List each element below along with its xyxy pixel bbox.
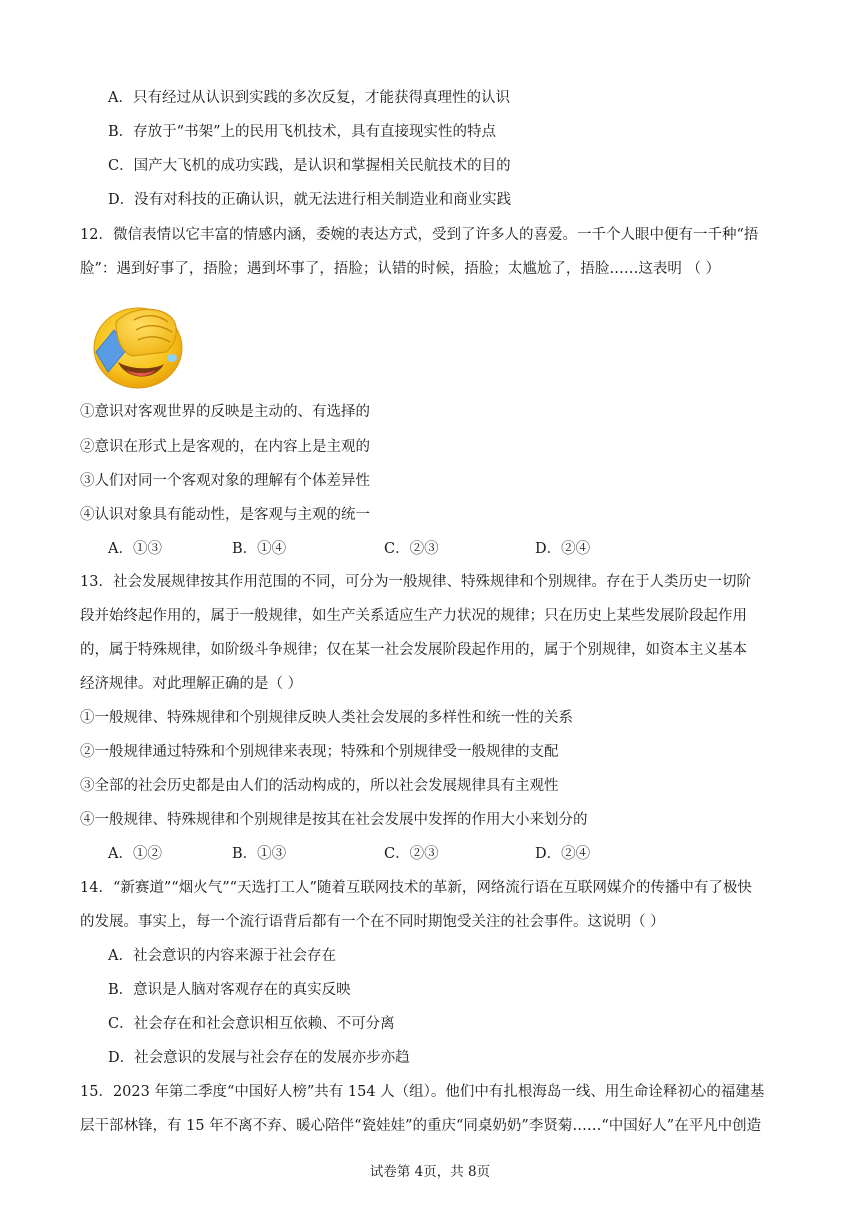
q13-stem-line-2: 段并始终起作用的，属于一般规律，如生产关系适应生产力状况的规律；只在历史上某些发展阶段起作用 — [80, 608, 747, 624]
q12-statement-2: ②意识在形式上是客观的，在内容上是主观的 — [80, 439, 370, 455]
q12-stem-line-2: 脸”：遇到好事了，捂脸；遇到坏事了，捂脸；认错的时候，捂脸；太尴尬了，捂脸……这表明 （ ） — [80, 261, 721, 277]
q12-stem-line-1: 12．微信表情以它丰富的情感内涵，委婉的表达方式，受到了许多人的喜爱。一千个人眼中便有一千种“捂 — [80, 227, 759, 243]
q14-stem-line-2: 的发展。事实上，每一个流行语背后都有一个在不同时期饱受关注的社会事件。这说明（ ） — [80, 914, 665, 930]
q13-statement-2: ②一般规律通过特殊和个别规律来表现；特殊和个别规律受一般规律的支配 — [80, 744, 559, 760]
q14-stem-line-1: 14．“新赛道”“烟火气”“天选打工人”随着互联网技术的革新，网络流行语在互联网媒介的传播中有了极快 — [80, 880, 752, 896]
q11-option-b: B．存放于“书架”上的民用飞机技术，具有直接现实性的特点 — [108, 124, 496, 140]
q13-choice-b: B．①③ — [232, 846, 287, 862]
q14-option-d: D．社会意识的发展与社会存在的发展亦步亦趋 — [108, 1050, 410, 1066]
q12-choice-d: D．②④ — [535, 541, 591, 557]
q12-statement-1: ①意识对客观世界的反映是主动的、有选择的 — [80, 404, 370, 420]
q13-statement-4: ④一般规律、特殊规律和个别规律是按其在社会发展中发挥的作用大小来划分的 — [80, 812, 588, 828]
q13-choice-c: C．②③ — [384, 846, 439, 862]
q12-choice-b: B．①④ — [232, 541, 287, 557]
q11-option-c: C．国产大飞机的成功实践，是认识和掌握相关民航技术的目的 — [108, 158, 511, 174]
q12-choice-a: A．①③ — [108, 541, 162, 557]
q13-statement-3: ③全部的社会历史都是由人们的活动构成的，所以社会发展规律具有主观性 — [80, 778, 559, 794]
q12-statement-3: ③人们对同一个客观对象的理解有个体差异性 — [80, 473, 370, 489]
q13-statement-1: ①一般规律、特殊规律和个别规律反映人类社会发展的多样性和统一性的关系 — [80, 710, 573, 726]
page-footer: 试卷第 4页，共 8页 — [369, 1164, 491, 1180]
q14-option-c: C．社会存在和社会意识相互依赖、不可分离 — [108, 1016, 395, 1032]
q13-choice-d: D．②④ — [535, 846, 591, 862]
q15-stem-line-1: 15．2023 年第二季度“中国好人榜”共有 154 人（组）。他们中有扎根海岛一线、用生命诠释初心的福建基 — [80, 1084, 765, 1100]
q12-choice-c: C．②③ — [384, 541, 439, 557]
q13-stem-line-4: 经济规律。对此理解正确的是（ ） — [80, 676, 303, 692]
q11-option-d: D．没有对科技的正确认识，就无法进行相关制造业和商业实践 — [108, 192, 512, 208]
facepalm-emoji-icon — [88, 300, 190, 392]
q14-option-b: B．意识是人脑对客观存在的真实反映 — [108, 982, 351, 998]
q13-choice-a: A．①② — [108, 846, 162, 862]
q11-option-a: A．只有经过从认识到实践的多次反复，才能获得真理性的认识 — [108, 90, 510, 106]
q14-option-a: A．社会意识的内容来源于社会存在 — [108, 948, 336, 964]
q15-stem-line-2: 层干部林锋，有 15 年不离不弃、暖心陪伴“瓷娃娃”的重庆“同桌奶奶”李贤菊……“中国好人”在平凡中创造 — [80, 1118, 762, 1134]
q13-stem-line-1: 13．社会发展规律按其作用范围的不同，可分为一般规律、特殊规律和个别规律。存在于人类历史一切阶 — [80, 574, 751, 590]
q12-statement-4: ④认识对象具有能动性，是客观与主观的统一 — [80, 507, 370, 523]
q13-stem-line-3: 的，属于特殊规律，如阶级斗争规律；仅在某一社会发展阶段起作用的，属于个别规律，如资本主义基本 — [80, 642, 747, 658]
